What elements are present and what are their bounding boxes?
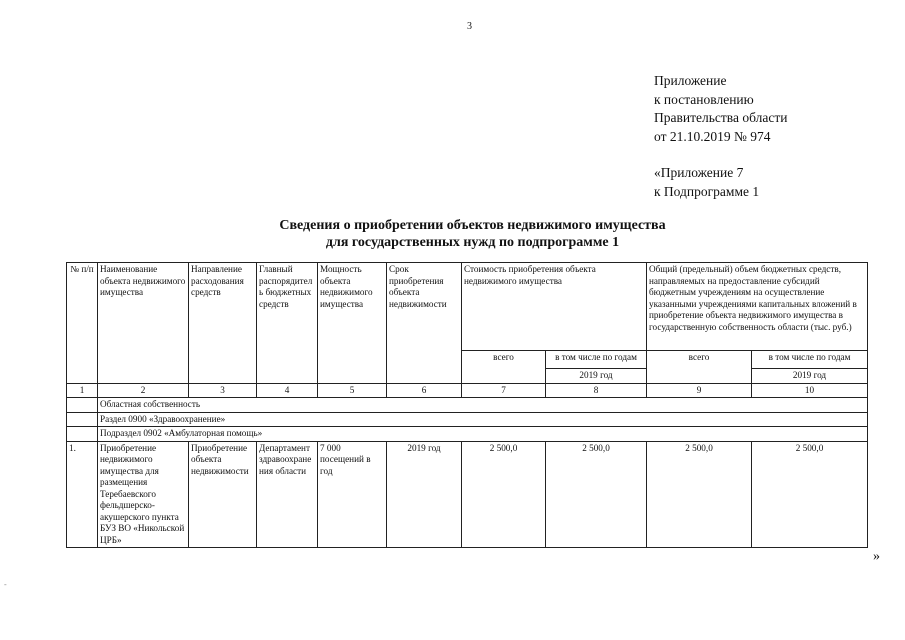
appendix-block — [654, 72, 787, 201]
ownership-label: Областная собственность — [98, 398, 868, 413]
header-capacity: Мощность объекта недвижимого имущества — [318, 263, 387, 384]
column-number: 5 — [318, 383, 387, 398]
header-num: № п/п — [67, 263, 98, 384]
header-term: Срок приобретения объекта недвижимости — [387, 263, 462, 384]
header-budget-total: всего — [647, 351, 752, 384]
margin-mark: - — [4, 580, 7, 589]
column-number: 9 — [647, 383, 752, 398]
acquisition-table — [66, 262, 868, 548]
title-line-2: для государственных нужд по подпрограмме 1 — [325, 235, 620, 250]
appendix-line: к постановлению — [654, 91, 754, 107]
row-budget-2019: 2 500,0 — [752, 441, 868, 548]
row-direction: Приобретение объекта недвижимости — [189, 441, 257, 548]
section-row — [67, 412, 868, 427]
section-row-ownership — [67, 398, 868, 413]
header-row — [67, 263, 868, 351]
header-cost: Стоимость приобретения объекта недвижимого имущества — [462, 263, 647, 351]
header-cost-total: всего — [462, 351, 546, 384]
title-line-1: Сведения о приобретении объектов недвижимого имущества — [279, 218, 666, 233]
column-number: 1 — [67, 383, 98, 398]
table-row — [67, 441, 868, 548]
column-number: 8 — [546, 383, 647, 398]
blank-cell — [67, 412, 98, 427]
blank-cell — [67, 427, 98, 442]
column-number: 10 — [752, 383, 868, 398]
header-cost-by-years: в том числе по годам — [546, 351, 647, 369]
document-title — [0, 217, 905, 251]
appendix-line: к Подпрограмме 1 — [654, 183, 760, 199]
page-number: 3 — [467, 21, 472, 32]
header-budget-by-years: в том числе по годам — [752, 351, 868, 369]
appendix-line: Правительства области — [654, 110, 788, 125]
header-manager: Главный распорядитель бюджетных средств — [257, 263, 318, 384]
blank-cell — [67, 398, 98, 413]
header-direction: Направление расходования средств — [189, 263, 257, 384]
row-num: 1. — [67, 441, 98, 548]
column-number: 2 — [98, 383, 189, 398]
appendix-line: Приложение — [654, 73, 727, 88]
header-budget-year: 2019 год — [752, 369, 868, 384]
row-budget-total: 2 500,0 — [647, 441, 752, 548]
row-name: Приобретение недвижимого имущества для размещения Теребаевского фельдшерско-акушерского пункта БУЗ ВО «Никольской ЦРБ» — [98, 441, 189, 548]
column-number: 3 — [189, 383, 257, 398]
section-label: Раздел 0900 «Здравоохранение» — [98, 412, 868, 427]
column-number: 4 — [257, 383, 318, 398]
column-number: 7 — [462, 383, 546, 398]
header-name: Наименование объекта недвижимого имущества — [98, 263, 189, 384]
closing-quote: » — [873, 549, 880, 564]
subsection-label: Подраздел 0902 «Амбулаторная помощь» — [98, 427, 868, 442]
row-cost-2019: 2 500,0 — [546, 441, 647, 548]
column-number: 6 — [387, 383, 462, 398]
appendix-line: «Приложение 7 — [654, 165, 744, 180]
appendix-gap — [654, 146, 787, 164]
subsection-row — [67, 427, 868, 442]
row-cost-total: 2 500,0 — [462, 441, 546, 548]
row-term: 2019 год — [387, 441, 462, 548]
header-budget: Общий (предельный) объем бюджетных средств, направляемых на предоставление субсидий бюджетным учреждениям на осуществление указанными учреждениями капитальных вложений в приобретение объекта недвижимого имущества в государственную собственность области (тыс. руб.) — [647, 263, 868, 351]
appendix-line: от 21.10.2019 № 974 — [654, 128, 771, 144]
row-manager: Департамент здравоохранения области — [257, 441, 318, 548]
header-cost-year: 2019 год — [546, 369, 647, 384]
column-number-row — [67, 383, 868, 398]
row-capacity: 7 000 посещений в год — [318, 441, 387, 548]
